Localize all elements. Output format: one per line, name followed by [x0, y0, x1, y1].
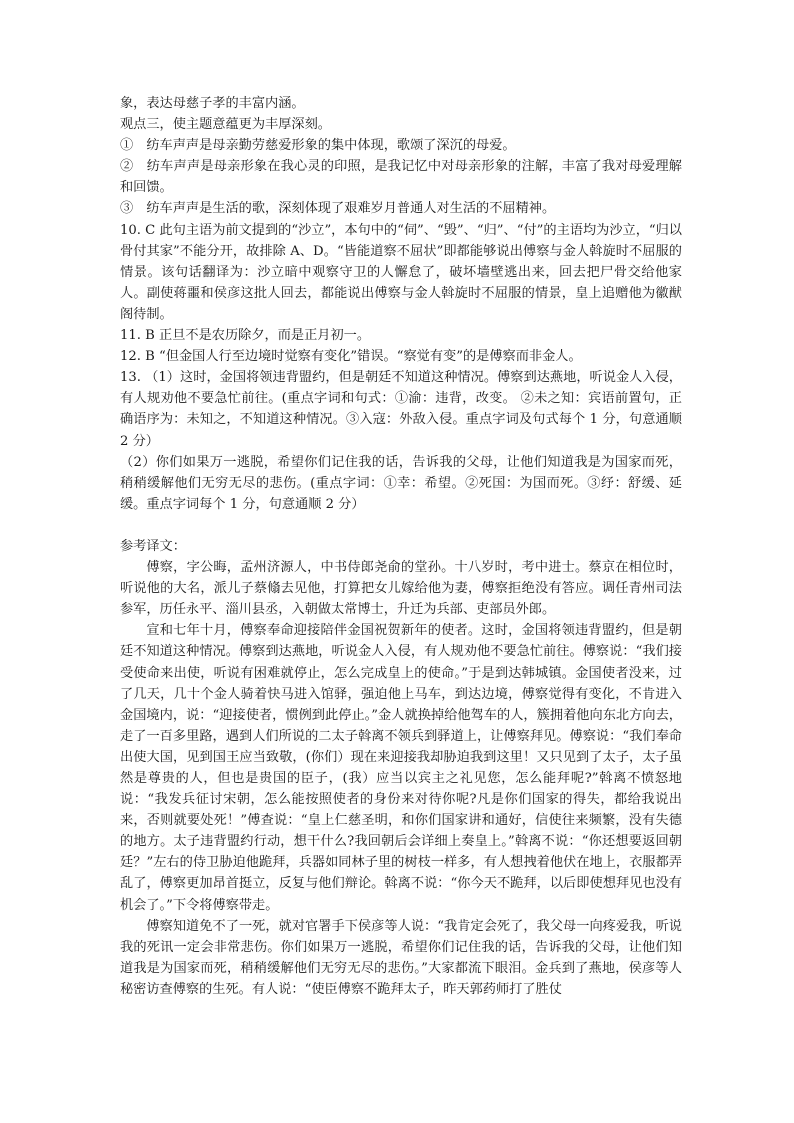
view3-heading: 观点三，使主题意蕴更为丰厚深刻。 [120, 117, 331, 133]
answer-q12: 12. B “但金国人行至边境时觉察有变化”错误。“察觉有变”的是傅察而非金人。 [120, 349, 582, 365]
document-page [120, 93, 682, 1000]
translation-paragraph-3: 傅察知道免不了一死，就对官署手下侯彦等人说：“我肯定会死了，我父母一向疼爱我，听说我的死讯一定会非常悲伤。你们如果万一逃脱，希望你们记住我的话，告诉我的父母，让他们知道我是为国家而死，稍稍缓解他们无穷无尽的悲伤。”大家都流下眼泪。金兵到了燕地，侯彦等人秘密访查傅察的生死。有人说：“使臣傅察不跪拜太子，昨天郭药师打了胜仗 [120, 918, 682, 997]
translation-paragraph-1: 傅察，字公晦，孟州济源人，中书侍郎尧俞的堂孙。十八岁时，考中进士。蔡京在相位时，听说他的大名，派儿子蔡翛去见他，打算把女儿嫁给他为妻，傅察拒绝没有答应。调任青州司法参军，历任永平、淄川县丞，入朝做太常博士，升迁为兵部、吏部员外郎。 [120, 560, 682, 618]
answer-q13-part2: （2）你们如果万一逃脱，希望你们记住我的话，告诉我的父母，让他们知道我是为国家而死，稍稍缓解他们无穷无尽的悲伤。(重点字词：①幸：希望。②死国：为国而死。③纾：舒缓、延缓。重点字词每个 1 分，句意通顺 2 分） [120, 454, 682, 512]
translation-heading: 参考译文： [120, 538, 186, 554]
answer-intro-tail: 象，表达母慈子孝的丰富内涵。 [120, 96, 305, 111]
translation-paragraph-2: 宣和七年十月，傅察奉命迎接陪伴金国祝贺新年的使者。这时，金国将领违背盟约，但是朝廷不知道这种情况。傅察到达燕地，听说金人入侵，有人规劝他不要急忙前往。傅察说：“我们接受使命来出使，听说有困难就停止，怎么完成皇上的使命。”于是到达韩城镇。金国使者没来，过了几天，几十个金人骑着快马进入馆驿，强迫他上马车，到达边境，傅察觉得有变化，不肯进入金国境内，说：“迎接使者，惯例到此停止。”金人就换掉给他驾车的人，簇拥着他向东北方向去，走了一百多里路，遇到人们所说的二太子斡离不领兵到驿道上，让傅察拜见。傅察说：“我们奉命出使大国，见到国王应当致敬，(你们）现在来迎接我却胁迫我到这里！又只见到了太子，太子虽然是尊贵的人，但也是贵国的臣子，(我）应当以宾主之礼见您，怎么能拜呢?”斡离不愤怒地说：“我发兵征讨宋朝，怎么能按照使者的身份来对待你呢?凡是你们国家的得失，都给我说出来，否则就要处死！”傅查说：“皇上仁慈圣明，和你们国家讲和通好，信使往来频繁，没有失德的地方。太子违背盟约行动，想干什么?我回朝后会详细上奏皇上。”斡离不说：“你还想要返回朝廷？”左右的侍卫胁迫他跪拜，兵器如同林子里的树枝一样多，有人想拽着他伏在地上，衣服都弄乱了，傅察更加昂首挺立，反复与他们辩论。斡离不说：“你今天不跪拜，以后即使想拜见也没有机会了。”下令将傅察带走。 [120, 623, 682, 913]
view3-item-3: ③ 纺车声声是生活的歌，深刻体现了艰难岁月普通人对生活的不屈精神。 [120, 201, 556, 217]
blank-line [120, 515, 682, 536]
answer-q10: 10. C 此句主语为前文提到的“沙立”，本句中的“伺”、“毁”、“归”、“付”的主语均为沙立，“归以骨付其家”不能分开，故排除 A、D。“皆能道察不屈状”即都能够说出傅察与金人斡旋时不屈服的情景。该句话翻译为：沙立暗中观察守卫的人懈怠了，破坏墙壁逃出来，回去把尸骨交给他家人。副使蒋噩和侯彦这批人回去，都能说出傅察与金人斡旋时不屈服的情景，皇上追赠他为徽猷阁待制。 [120, 222, 682, 322]
view3-item-2: ② 纺车声声是母亲形象在我心灵的印照，是我记忆中对母亲形象的注解，丰富了我对母爱理解和回馈。 [120, 159, 682, 196]
answer-q13-part1: 13. （1）这时，金国将领违背盟约，但是朝廷不知道这种情况。傅察到达燕地，听说金人入侵，有人规劝他不要急忙前往。(重点字词和句式：①渝：违背，改变。 ②未之知：宾语前置句，正确语序为：未知之，不知道这种情况。③入寇：外敌入侵。重点字词及句式每个 1 分，句意通顺 2 分） [120, 370, 682, 449]
view3-item-1: ① 纺车声声是母亲勤劳慈爱形象的集中体现，歌颂了深沉的母爱。 [120, 138, 516, 154]
answer-q11: 11. B 正旦不是农历除夕，而是正月初一。 [120, 328, 371, 344]
